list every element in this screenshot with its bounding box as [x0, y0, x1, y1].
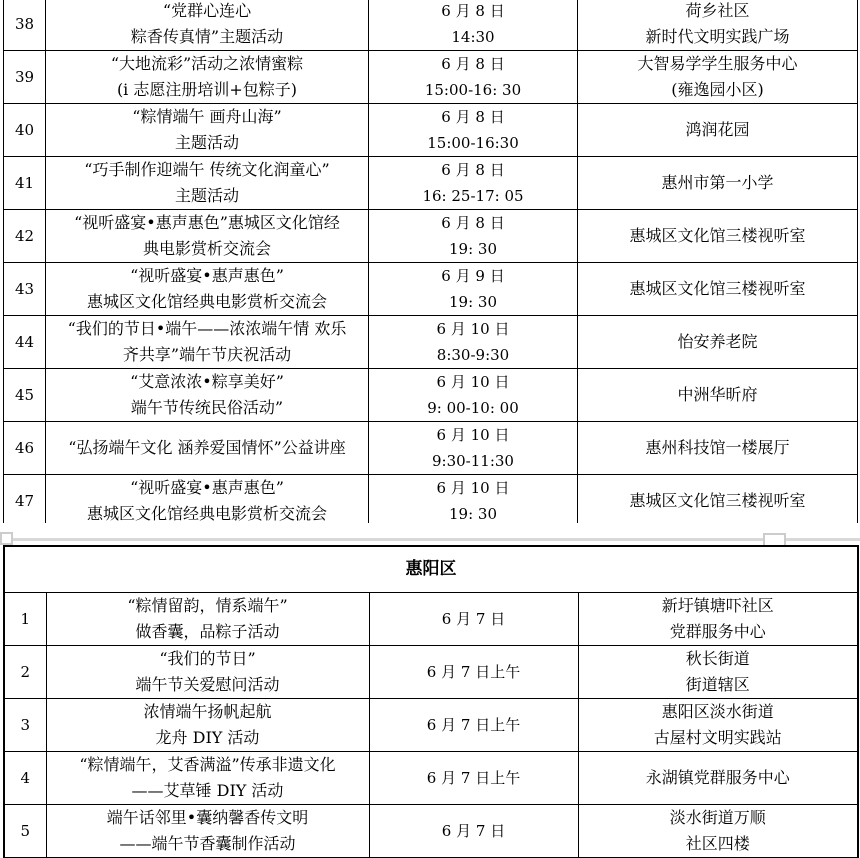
activity-cell	[46, 804, 369, 857]
location-line: 惠阳区淡水街道	[661, 701, 774, 721]
table-row	[4, 751, 858, 804]
activities-table	[3, 545, 859, 858]
activity-cell	[46, 210, 369, 263]
row-number-cell: 45	[4, 369, 46, 422]
datetime-line: 15:00-16:30	[427, 134, 519, 152]
datetime-line: 6 月 8 日	[441, 108, 505, 126]
datetime-line: 6 月 10 日	[436, 373, 510, 391]
location-line: 新时代文明实践广场	[645, 27, 790, 46]
activity-cell	[46, 645, 369, 698]
location-line: 荷乡社区	[685, 1, 750, 20]
location-line: 惠城区文化馆三楼视听室	[629, 491, 806, 510]
activity-line: 浓情端午扬帆起航	[143, 701, 272, 721]
datetime-cell	[369, 751, 578, 804]
datetime-line: 6 月 7 日上午	[426, 715, 521, 734]
location-line: 社区四楼	[685, 833, 750, 853]
activities-table	[3, 0, 858, 523]
location-line: 秋长街道	[685, 648, 750, 668]
table-row	[4, 369, 858, 422]
datetime-cell	[369, 51, 578, 104]
table-row	[4, 210, 858, 263]
row-number-cell: 2	[4, 645, 46, 698]
activity-line: “粽情端午 画舟山海”	[132, 107, 282, 126]
row-number-cell: 3	[4, 698, 46, 751]
activity-line: “党群心连心	[162, 1, 252, 20]
table-row	[4, 316, 858, 369]
activity-line: 做香囊，品粽子活动	[135, 621, 280, 641]
section-title: 惠阳区	[405, 559, 457, 580]
activity-line: 端午话邻里•囊纳馨香传文明	[106, 807, 309, 827]
row-number-cell: 39	[4, 51, 46, 104]
datetime-line: 6 月 7 日	[441, 609, 506, 628]
activity-line: ——端午节香囊制作活动	[119, 833, 296, 853]
row-number-cell: 43	[4, 263, 46, 316]
datetime-line: 19: 30	[449, 240, 497, 258]
location-line: (雍逸园小区)	[671, 80, 764, 99]
location-line: 党群服务中心	[669, 621, 766, 641]
datetime-cell	[369, 592, 578, 645]
datetime-line: 14:30	[451, 28, 495, 46]
location-cell	[578, 157, 858, 210]
location-cell	[578, 698, 858, 751]
activity-line: 端午节传统民俗活动”	[130, 398, 284, 417]
table-row	[4, 104, 858, 157]
datetime-line: 6 月 8 日	[441, 214, 505, 232]
location-line: 新圩镇塘吓社区	[661, 595, 774, 615]
activity-line: “我们的节日”	[159, 648, 256, 668]
table-row	[4, 157, 858, 210]
location-cell	[578, 51, 858, 104]
activity-line: “视听盛宴•惠声惠色”	[130, 478, 284, 497]
datetime-cell	[369, 698, 578, 751]
location-cell	[578, 422, 858, 475]
location-cell	[578, 0, 858, 51]
location-line: 鸿润花园	[685, 120, 750, 139]
datetime-line: 9:30-11:30	[432, 452, 514, 470]
datetime-line: 6 月 8 日	[441, 2, 505, 20]
location-cell	[578, 369, 858, 422]
table1-body	[4, 0, 858, 523]
datetime-cell	[369, 316, 578, 369]
row-number-cell: 44	[4, 316, 46, 369]
datetime-cell	[369, 804, 578, 857]
activity-line: (i 志愿注册培训+包粽子)	[116, 80, 298, 99]
row-number-cell: 4	[4, 751, 46, 804]
datetime-cell	[369, 104, 578, 157]
activity-line: “粽情留韵，情系端午”	[127, 595, 288, 615]
activity-line: “视听盛宴•惠声惠色”惠城区文化馆经	[74, 213, 340, 232]
activity-cell	[46, 0, 369, 51]
location-cell	[578, 104, 858, 157]
datetime-line: 19: 30	[449, 293, 497, 311]
table-row	[4, 698, 858, 751]
datetime-cell	[369, 157, 578, 210]
table-row	[4, 592, 858, 645]
datetime-line: 6 月 10 日	[436, 426, 510, 444]
activities-table-huicheng-region	[3, 0, 859, 523]
datetime-line: 8:30-9:30	[436, 346, 510, 364]
page-break-divider	[0, 538, 860, 541]
activity-line: 端午节关爱慰问活动	[135, 674, 280, 694]
datetime-cell	[369, 0, 578, 51]
activity-cell	[46, 369, 369, 422]
activity-line: 主题活动	[174, 133, 239, 152]
activity-cell	[46, 104, 369, 157]
activity-cell	[46, 51, 369, 104]
location-line: 惠城区文化馆三楼视听室	[629, 226, 806, 245]
table-row	[4, 422, 858, 475]
row-number-cell: 46	[4, 422, 46, 475]
activity-line: 齐共享”端午节庆祝活动	[122, 345, 292, 364]
table2-body	[4, 546, 858, 858]
datetime-line: 6 月 9 日	[441, 267, 505, 285]
activity-cell	[46, 698, 369, 751]
activity-line: “弘扬端午文化 涵养爱国情怀”公益讲座	[68, 438, 346, 457]
location-cell	[578, 592, 858, 645]
activity-line: “巧手制作迎端午 传统文化润童心”	[84, 160, 330, 179]
activity-line: 典电影赏析交流会	[142, 239, 271, 258]
table-row	[4, 804, 858, 857]
location-cell	[578, 475, 858, 524]
location-line: 永湖镇党群服务中心	[645, 767, 790, 787]
row-number-cell: 40	[4, 104, 46, 157]
activity-line: “粽情端午，艾香满溢”传承非遗文化	[79, 754, 336, 774]
activity-line: 粽香传真情”主题活动	[130, 27, 284, 46]
datetime-line: 19: 30	[449, 505, 497, 523]
activity-cell	[46, 263, 369, 316]
activity-line: 惠城区文化馆经典电影赏析交流会	[86, 292, 327, 311]
location-line: 淡水街道万顺	[669, 807, 766, 827]
activity-line: 龙舟 DIY 活动	[155, 727, 260, 747]
datetime-cell	[369, 210, 578, 263]
location-cell	[578, 751, 858, 804]
datetime-line: 6 月 7 日上午	[426, 662, 521, 681]
location-line: 怡安养老院	[677, 332, 758, 351]
table-row	[4, 51, 858, 104]
location-cell	[578, 316, 858, 369]
activity-line: 惠城区文化馆经典电影赏析交流会	[86, 504, 327, 523]
activity-line: “我们的节日•端午——浓浓端午情 欢乐	[67, 319, 347, 338]
activity-cell	[46, 751, 369, 804]
datetime-cell	[369, 422, 578, 475]
location-cell	[578, 263, 858, 316]
row-number-cell: 42	[4, 210, 46, 263]
activity-cell	[46, 316, 369, 369]
activity-line: “大地流彩”活动之浓情蜜粽	[110, 54, 304, 73]
location-line: 惠州市第一小学	[661, 173, 774, 192]
row-number-cell: 1	[4, 592, 46, 645]
location-line: 大智易学学生服务中心	[637, 54, 798, 73]
datetime-line: 6 月 10 日	[436, 320, 510, 338]
location-cell	[578, 645, 858, 698]
table-row	[4, 263, 858, 316]
activity-line: “视听盛宴•惠声惠色”	[130, 266, 284, 285]
datetime-line: 6 月 8 日	[441, 161, 505, 179]
datetime-line: 6 月 10 日	[436, 479, 510, 497]
row-number-cell: 41	[4, 157, 46, 210]
activity-cell	[46, 157, 369, 210]
activity-cell	[46, 422, 369, 475]
table-handle-icon	[0, 532, 13, 545]
activity-cell	[46, 592, 369, 645]
activity-line: ——艾草锤 DIY 活动	[131, 780, 284, 800]
section-header-row	[4, 546, 858, 592]
table-row	[4, 475, 858, 524]
activity-cell	[46, 475, 369, 524]
datetime-cell	[369, 369, 578, 422]
datetime-line: 16: 25-17: 05	[422, 187, 524, 205]
location-cell	[578, 210, 858, 263]
table-row	[4, 645, 858, 698]
location-line: 古屋村文明实践站	[653, 727, 782, 747]
location-line: 中洲华昕府	[677, 385, 758, 404]
row-number-cell: 38	[4, 0, 46, 51]
activities-table-huiyang-region	[3, 545, 859, 858]
row-number-cell: 5	[4, 804, 46, 857]
row-number-cell: 47	[4, 475, 46, 524]
datetime-line: 15:00-16: 30	[424, 81, 522, 99]
table-handle-icon	[763, 533, 786, 545]
location-cell	[578, 804, 858, 857]
datetime-line: 6 月 7 日上午	[426, 768, 521, 787]
section-header-cell	[4, 546, 858, 592]
datetime-cell	[369, 263, 578, 316]
datetime-cell	[369, 645, 578, 698]
location-line: 惠州科技馆一楼展厅	[645, 438, 790, 457]
datetime-line: 6 月 8 日	[441, 55, 505, 73]
activity-line: 主题活动	[174, 186, 239, 205]
datetime-line: 9: 00-10: 00	[427, 399, 519, 417]
datetime-line: 6 月 7 日	[441, 821, 506, 840]
location-line: 惠城区文化馆三楼视听室	[629, 279, 806, 298]
datetime-cell	[369, 475, 578, 524]
location-line: 街道辖区	[685, 674, 750, 694]
activity-line: “艾意浓浓•粽享美好”	[130, 372, 284, 391]
table-row	[4, 0, 858, 51]
